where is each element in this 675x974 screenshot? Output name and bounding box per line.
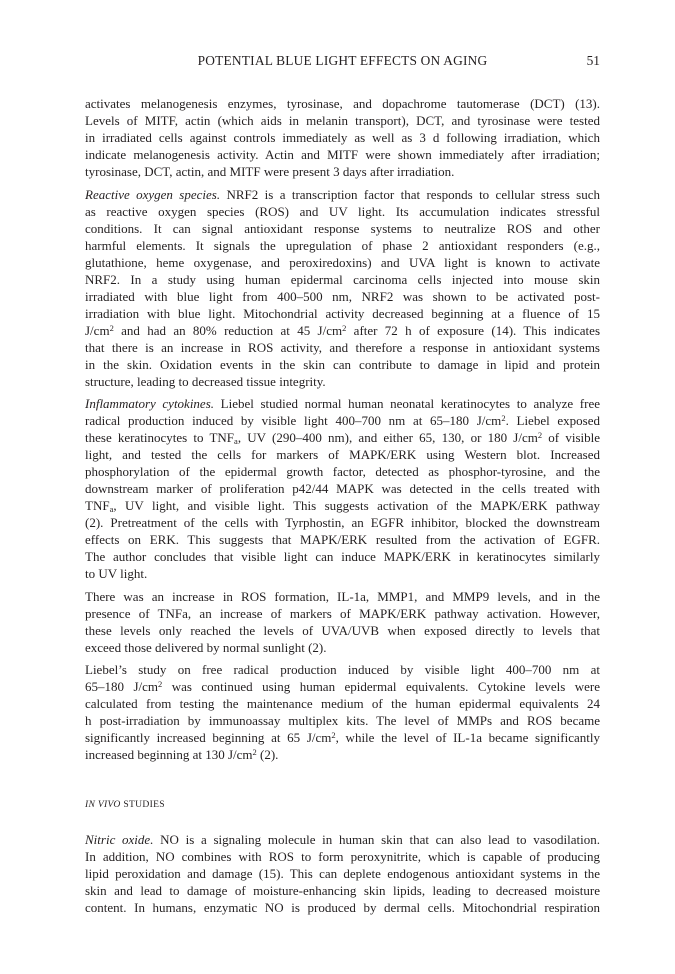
text-line — [85, 395, 600, 412]
section-heading-in-vivo-studies — [85, 799, 600, 813]
text-line: downstream marker of proliferation p42/44 MAPK was detected in the cells treated with — [85, 481, 600, 496]
paragraph — [85, 95, 600, 180]
text-line: presence of TNFa, an increase of markers of MAPK/ERK pathway activation. However, — [85, 605, 600, 621]
text-line — [85, 746, 600, 763]
text-run: radical production induced by visible light 400–700 nm at 65–180 J/cm — [85, 413, 502, 428]
superscript: 2 — [501, 413, 506, 423]
paragraph — [85, 588, 600, 656]
section-heading-italic: IN VIVO — [85, 799, 121, 810]
text-line — [85, 429, 600, 446]
text-line: effects on ERK. This suggests that MAPK/ERK resulted from the activation of EGFR. — [85, 532, 600, 547]
text-run: of visible — [542, 430, 600, 445]
text-line — [85, 186, 600, 203]
text-run: 65–180 J/cm — [85, 679, 158, 694]
text-run: J/cm — [85, 322, 110, 338]
text-line — [85, 322, 600, 339]
body-text — [85, 95, 600, 922]
text-line — [85, 412, 600, 429]
text-line: exceed those delivered by normal sunlight (2). — [85, 639, 327, 655]
text-line: indicate melanogenesis activity. Actin and MITF were shown immediately after irradiation; — [85, 147, 600, 162]
text-line: these levels only reached the levels of UVA/UVB when exposed directly to levels that — [85, 622, 600, 638]
text-run: after 72 h of exposure (14). This indicates — [346, 322, 600, 338]
running-header — [85, 53, 600, 71]
text-line: Liebel’s study on free radical production induced by visible light 400–700 nm at — [85, 662, 600, 677]
text-line: (2). Pretreatment of the cells with Tyrphostin, an EGFR inhibitor, blocked the downstream — [85, 515, 600, 530]
text-line: in irradiated cells against controls immediately as well as 3 d following irradiation, which — [85, 130, 600, 145]
text-line: h post-irradiation by immunoassay multiplex kits. The level of MMPs and ROS became — [85, 713, 600, 728]
text-run: (2). — [256, 747, 279, 762]
text-run: and had an 80% reduction at 45 J/cm — [113, 322, 343, 338]
superscript: 2 — [158, 679, 163, 689]
run-in-heading: Nitric oxide. — [85, 832, 154, 847]
text-line: content. In humans, enzymatic NO is produced by dermal cells. Mitochondrial respiration — [85, 900, 600, 915]
text-line — [85, 831, 600, 848]
text-line: to UV light. — [85, 566, 148, 581]
text-line: in the skin. Oxidation events in the skin can contribute to damage in lipid and protein — [85, 356, 600, 372]
text-line: that there is an increase in ROS activity, and therefore a response in antioxidant systems — [85, 339, 600, 355]
text-line: as reactive oxygen species (ROS) and UV light. Its accumulation indicates stressful — [85, 203, 600, 219]
section-heading-text: STUDIES — [120, 799, 165, 810]
text-line: tyrosinase, DCT, actin, and MITF were present 3 days after irradiation. — [85, 164, 455, 179]
text-line: conditions. It can signal antioxidant response systems to neutralize ROS and other — [85, 220, 600, 236]
subscript: a — [109, 504, 114, 514]
text-run: , UV (290–400 nm), and either 65, 130, or 180 J/cm — [237, 430, 538, 445]
text-line: irradiated with blue light from 400–500 nm, NRF2 was shown to be activated post- — [85, 288, 600, 304]
superscript: 2 — [537, 430, 543, 440]
superscript: 2 — [252, 747, 257, 757]
text-line: light, and tested the cells for markers of MAPK/ERK using Western blot. Increased — [85, 447, 600, 462]
running-title: POTENTIAL BLUE LIGHT EFFECTS ON AGING — [197, 53, 488, 68]
text-run: , while the level of IL-1a became significantly — [335, 730, 600, 745]
run-in-heading: Reactive oxygen species. — [85, 186, 221, 202]
text-run: significantly increased beginning at 65 J/cm — [85, 730, 332, 745]
text-line: irradiation with blue light. Mitochondrial activity decreased beginning at a fluence of 15 — [85, 305, 600, 321]
text-line: glutathione, heme oxygenase, and peroxiredoxins) and UVA light is known to activate — [85, 254, 600, 270]
superscript: 2 — [342, 322, 347, 333]
page-number: 51 — [586, 53, 600, 68]
text-run: was continued using human epidermal equivalents. Cytokine levels were — [162, 679, 600, 694]
text-run: these keratinocytes to TNF — [85, 430, 235, 445]
text-line: activates melanogenesis enzymes, tyrosinase, and dopachrome tautomerase (DCT) (13). — [85, 96, 600, 111]
text-line: Levels of MITF, actin (which aids in melanin transport), DCT, and tyrosinase were tested — [85, 113, 600, 128]
text-line: NRF2. In a study using human epidermal carcinoma cells injected into mouse skin — [85, 271, 600, 287]
text-line: structure, leading to decreased tissue integrity. — [85, 373, 326, 389]
in-vitro-paragraphs — [85, 95, 600, 763]
text-run: NO is a signaling molecule in human skin that can also lead to vasodilation. — [153, 832, 600, 847]
paragraph — [85, 661, 600, 763]
text-line — [85, 497, 600, 514]
text-run: NRF2 is a transcription factor that responds to cellular stress such — [220, 186, 600, 202]
text-line: lipid peroxidation and damage (15). This can deplete endogenous antioxidant systems in the — [85, 866, 600, 881]
superscript: 2 — [109, 322, 114, 333]
paragraph — [85, 395, 600, 582]
text-run: , UV light, and visible light. This suggests activation of the MAPK/ERK pathway — [113, 498, 600, 513]
text-line: skin and lead to damage of moisture-enhancing skin lipids, leading to decreased moisture — [85, 883, 600, 898]
text-run: increased beginning at 130 J/cm — [85, 747, 253, 762]
text-line: calculated from testing the maintenance medium of the human epidermal equivalents 24 — [85, 696, 600, 711]
run-in-heading: Inflammatory cytokines. — [85, 396, 215, 411]
paragraph — [85, 831, 600, 916]
text-run: Liebel studied normal human neonatal keratinocytes to analyze free — [214, 396, 600, 411]
text-run: TNF — [85, 498, 110, 513]
subscript: a — [234, 436, 238, 446]
text-line: The author concludes that visible light can induce MAPK/ERK in keratinocytes similarly — [85, 549, 600, 564]
text-line — [85, 678, 600, 695]
text-line: harmful elements. It signals the upregulation of phase 2 antioxidant responders (e.g., — [85, 237, 600, 253]
in-vivo-paragraphs — [85, 831, 600, 916]
text-line: There was an increase in ROS formation, IL-1a, MMP1, and MMP9 levels, and in the — [85, 588, 600, 604]
paragraph — [85, 186, 600, 390]
text-line: In addition, NO combines with ROS to form peroxynitrite, which is capable of producing — [85, 849, 600, 864]
text-line: phosphorylation of the epidermal growth factor, detected as phosphor-tyrosine, and the — [85, 464, 600, 479]
text-line — [85, 729, 600, 746]
superscript: 2 — [331, 730, 336, 740]
text-run: . Liebel exposed — [505, 413, 600, 428]
